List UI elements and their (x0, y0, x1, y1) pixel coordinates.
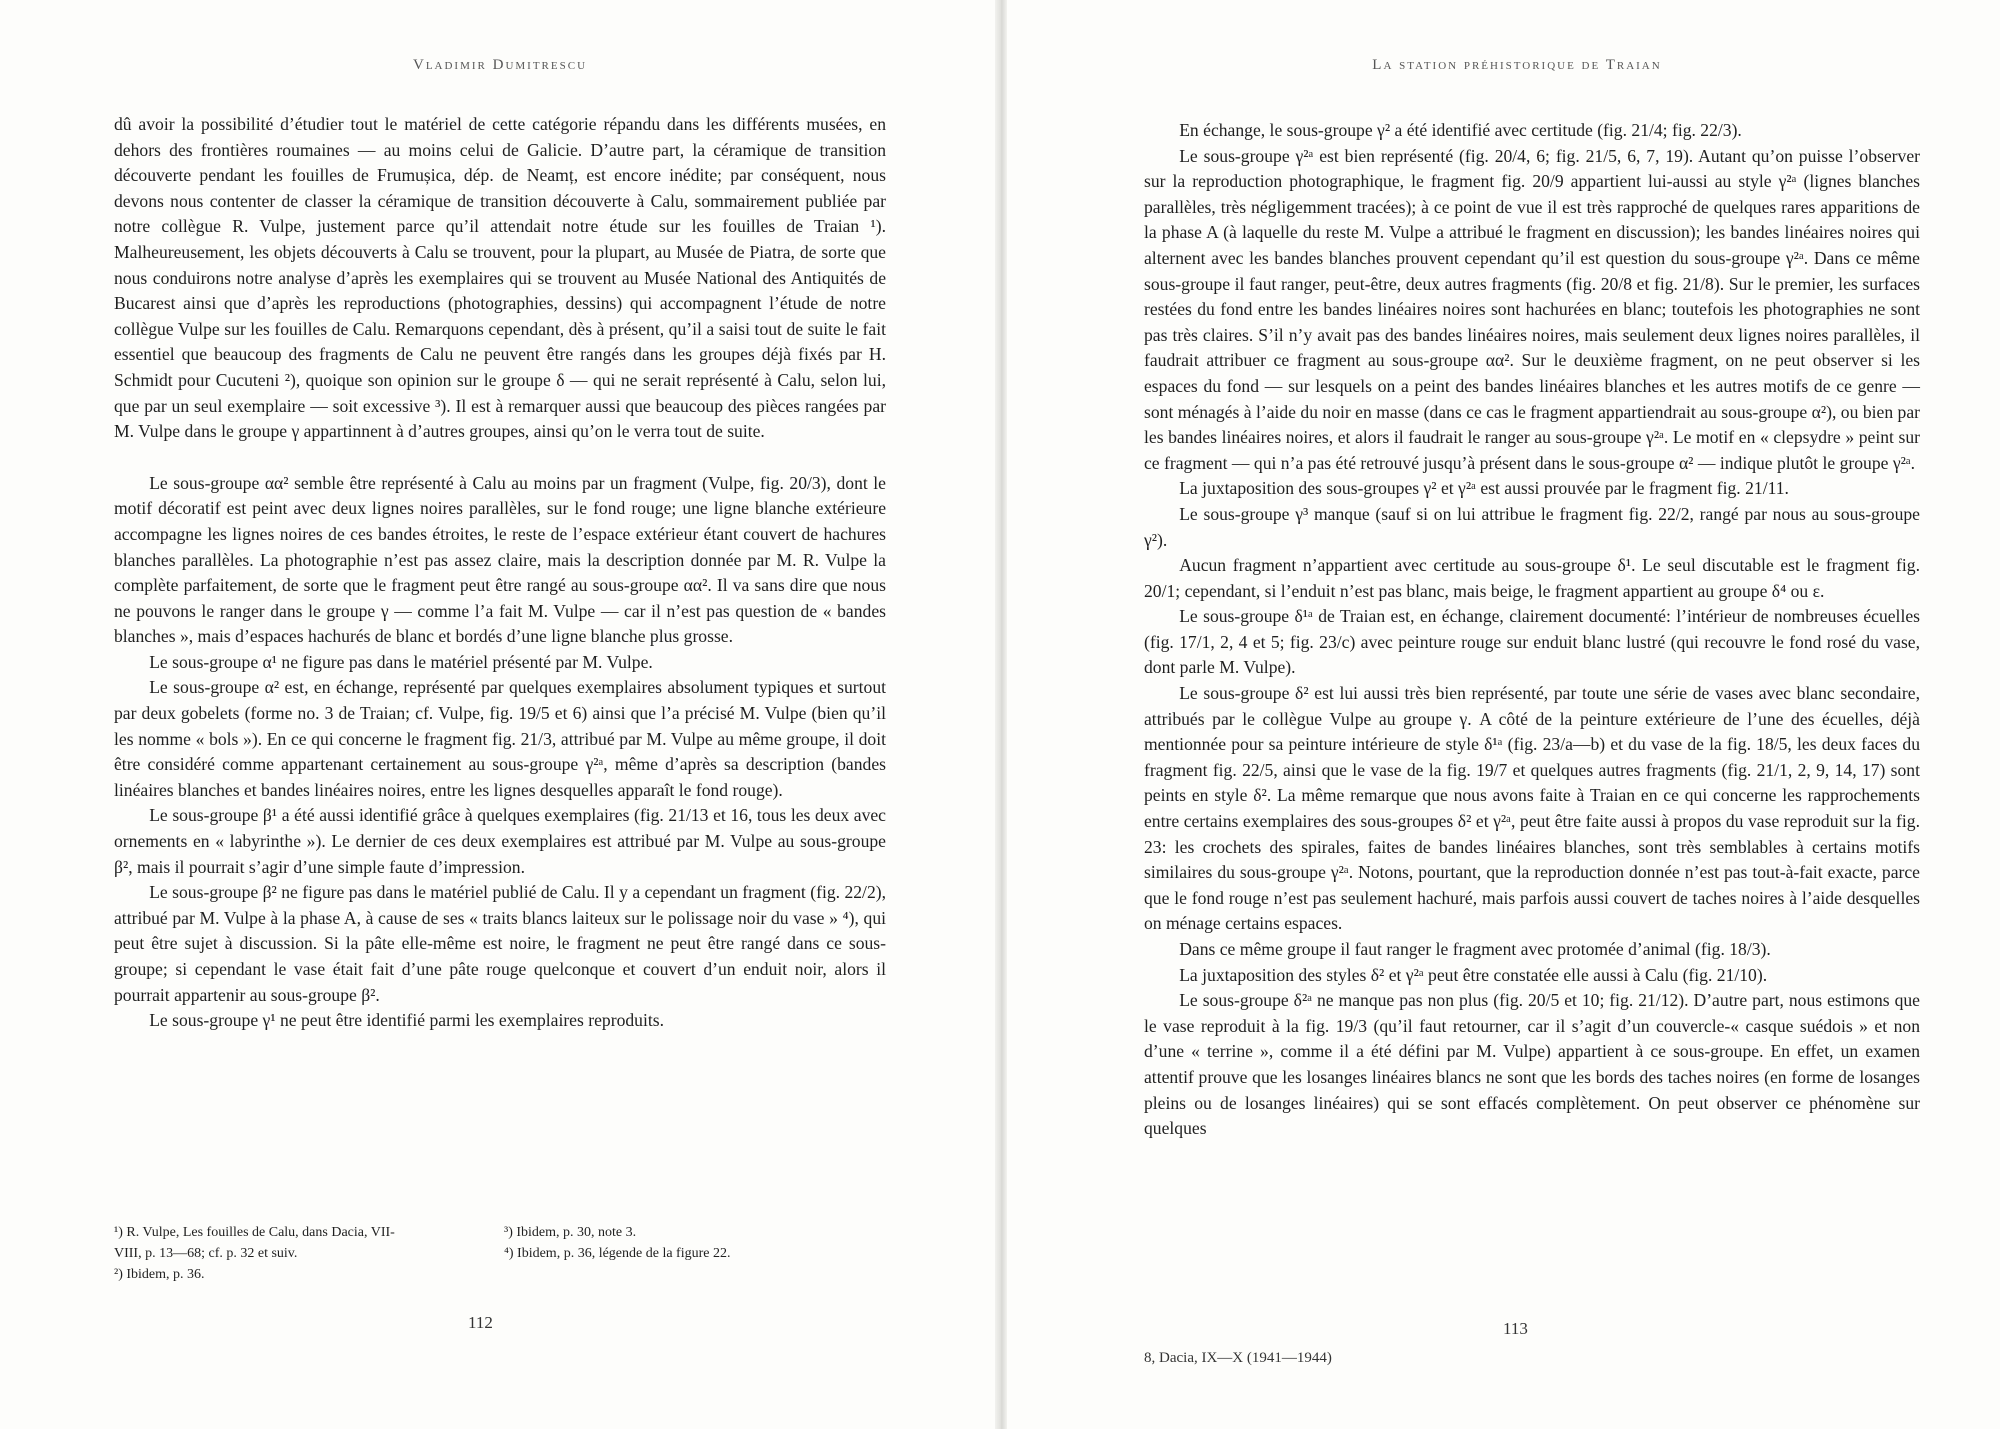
paragraph: Dans ce même groupe il faut ranger le fragment avec protomée d’animal (fig. 18/3). (1179, 939, 1771, 959)
paragraph: Le sous-groupe α² est, en échange, représenté par quelques exemplaires absolument typiques et surtout par deux gobelets (forme no. 3 de Traian; cf. Vulpe, fig. 19/5 et 6) ainsi que l’a précisé M. Vulpe (bien qu’il les nomme « bols »). En ce qui concerne le fragment fig. 21/3, attribué par M. Vulpe au même groupe, il doit être considéré comme appartenant certainement au sous-groupe γ²ᵃ, même d’après sa description (bandes linéaires blanches et bandes linéaires noires, entre les lignes desquelles apparaît le fond rouge). (114, 677, 886, 800)
body-text (1144, 118, 1920, 1142)
paragraph: Le sous-groupe δ¹ᵃ de Traian est, en échange, clairement documenté: l’intérieur de nombreuses écuelles (fig. 17/1, 2, 4 et 5; fig. 23/c) avec peinture rouge sur enduit blanc lustré (qui recouvre le fond rosé du vase, dont parle M. Vulpe). (1144, 606, 1920, 678)
paragraph: La juxtaposition des styles δ² et γ²ᵃ peut être constatée elle aussi à Calu (fig. 21/10). (1179, 964, 1768, 985)
paragraph: Le sous-groupe γ¹ ne peut être identifié parmi les exemplaires reproduits. (149, 1010, 664, 1031)
footnote: VIII, p. 13—68; cf. p. 32 et suiv. (114, 1246, 298, 1261)
paragraph: Le sous-groupe α¹ ne figure pas dans le matériel présenté par M. Vulpe. (149, 651, 653, 672)
book-gutter (995, 0, 1007, 1429)
paragraph: Le sous-groupe αα² semble être représenté à Calu au moins par un fragment (Vulpe, fig. 20/3), dont le motif décoratif est peint avec deux lignes noires parallèles, sur le fond rouge; une ligne blanche extérieure accompagne les lignes noires de ces bandes étroites, le reste de l’espace extérieur étant couvert de hachures blanches parallèles. La photographie n’est pas assez claire, mais la description donnée par M. R. Vulpe la complète parfaitement, de sorte que le fragment peut être rangé au sous-groupe αα². Il va sans dire que nous ne pouvons le ranger dans le groupe γ — comme l’a fait M. Vulpe — car il n’est pas question de « bandes blanches », mais d’espaces hachurés de blanc et bordés d’une ligne blanche plus grosse. (114, 472, 886, 647)
footnote: ⁴) Ibidem, p. 36, légende de la figure 22. (504, 1246, 731, 1261)
paragraph: Le sous-groupe γ²ᵃ est bien représenté (fig. 20/4, 6; fig. 21/5, 6, 7, 19). Autant qu’on puisse l’observer sur la reproduction photographique, le fragment fig. 20/9 appartient lui-aussi au style γ²ᵃ (lignes blanches parallèles, très négligemment tracées); à ce point de vue il est très rapproché de quelques rares apparitions de la phase A (à laquelle du reste M. Vulpe a attribué le fragment en discussion); les bandes linéaires noires qui alternent avec les bandes blanches prouvent cependant qu’il est question du sous-groupe γ²ᵃ. Dans ce même sous-groupe il faut ranger, peut-être, deux autres fragments (fig. 20/8 et fig. 21/8). Sur le premier, les surfaces restées du fond entre les bandes linéaires noires sont hachurées en blanc; toutefois les photographies ne sont pas très claires. S’il n’y avait pas des bandes linéaires noires, mais seulement deux lignes noires parallèles, il faudrait attribuer ce fragment au sous-groupe αα². Sur le deuxième fragment, on ne peut observer si les espaces du fond — sur lesquels on a peint des bandes linéaires blanches et les autres motifs de ce genre — sont ménagés à l’aide du noir en masse (dans ce cas le fragment appartiendrait au sous-groupe α²), ou bien par les bandes linéaires noires, et alors il faudrait le ranger au sous-groupe γ²ᵃ. Le motif en « clepsydre » peint sur ce fragment — qui n’a pas été retrouvé jusqu’à présent dans le sous-groupe α² — indique plutôt le groupe γ²ᵃ. (1144, 145, 1920, 473)
paragraph: En échange, le sous-groupe γ² a été identifié avec certitude (fig. 21/4; fig. 22/3). (1179, 120, 1742, 140)
footnote (504, 1264, 886, 1285)
body-text (114, 112, 886, 1034)
footnote: ¹) R. Vulpe, Les fouilles de Calu, dans Dacia, VII- (114, 1225, 395, 1240)
page-number: 112 (468, 1313, 493, 1332)
running-head: Vladimir Dumitrescu (412, 57, 588, 73)
paragraph: dû avoir la possibilité d’étudier tout le matériel de cette catégorie répandu dans les différents musées, en dehors des frontières roumaines — au moins celui de Galicie. D’autre part, la céramique de transition découverte pendant les fouilles de Frumușica, dép. de Neamț, est encore inédite; par conséquent, nous devons nous contenter de classer la céramique de transition découverte à Calu, sommairement publiée par notre collègue R. Vulpe, justement parce qu’il attendait notre étude sur les fouilles de Traian ¹). Malheureusement, les objets découverts à Calu se trouvent, pour la plupart, au Musée de Piatra, de sorte que nous conduirons notre analyse d’après les exemplaires qui se trouvent au Musée National des Antiquités de Bucarest ainsi que d’après les reproductions (photographies, dessins) qui accompagnent l’étude de notre collègue Vulpe sur les fouilles de Calu. Remarquons cependant, dès à présent, qu’il a saisi tout de suite le fait essentiel que beaucoup des fragments de Calu ne peuvent être rangés dans les groupes déjà fixés par H. Schmidt pour Cucuteni ²), quoique son opinion sur le groupe δ — qui ne serait représenté à Calu, selon lui, que par un seul exemplaire — soit excessive ³). Il est à remarquer aussi que beaucoup des pièces rangées par M. Vulpe dans le groupe γ appartinnent à d’autres groupes, ainsi qu’on le verra tout de suite. (114, 114, 886, 442)
footnotes (114, 1222, 886, 1285)
left-page (0, 0, 995, 1429)
page-number: 113 (1503, 1319, 1528, 1338)
paragraph: Le sous-groupe β¹ a été aussi identifié grâce à quelques exemplaires (fig. 21/13 et 16, tous les deux avec ornements en « labyrinthe »). Le dernier de ces deux exemplaires est attribué par M. Vulpe au sous-groupe β², mais il pourrait s’agir d’une simple faute d’impression. (114, 805, 886, 877)
running-head: La station préhistorique de Traian (1372, 57, 1662, 73)
paragraph: Le sous-groupe δ² est lui aussi très bien représenté, par toute une série de vases avec blanc secondaire, attribués par le collègue Vulpe au groupe γ. A côté de la peinture extérieure de l’une des écuelles, déjà mentionnée pour sa peinture intérieure de style δ¹ᵃ (fig. 23/a—b) et du vase de la fig. 18/5, les deux faces du fragment fig. 22/5, ainsi que le vase de la fig. 19/7 et quelques autres fragments (fig. 21/1, 2, 9, 14, 17) sont peints en style δ². La même remarque que nous avons faite à Traian en ce qui concerne les rapprochements entre certains exemplaires des sous-groupes δ² et γ²ᵃ, peut être faite aussi à propos du vase reproduit sur la fig. 23: les crochets des spirales, faites de bandes linéaires blanches, sont très semblables à certains motifs similaires du sous-groupe γ²ᵃ. Notons, pourtant, que la reproduction donnée n’est pas tout-à-fait exacte, parce que le fond rouge n’est pas seulement hachuré, mais parfois aussi couvert de taches noires à l’aide desquelles on ménage certains espaces. (1144, 683, 1920, 934)
paragraph: Le sous-groupe β² ne figure pas dans le matériel publié de Calu. Il y a cependant un fragment (fig. 22/2), attribué par M. Vulpe à la phase A, à cause de ses « traits blancs laiteux sur le polissage noir du vase » ⁴), qui peut être sujet à discussion. Si la pâte elle-même est noire, le fragment ne peut être rangé dans ce sous-groupe; si cependant le vase était fait d’une pâte rouge quelconque et couvert d’un enduit noir, alors il pourrait appartenir au sous-groupe β². (114, 882, 886, 1005)
paragraph: La juxtaposition des sous-groupes γ² et γ²ᵃ est aussi prouvée par le fragment fig. 21/11. (1179, 478, 1789, 499)
footnote: ²) Ibidem, p. 36. (114, 1267, 205, 1282)
paragraph: Le sous-groupe γ³ manque (sauf si on lui attribue le fragment fig. 22/2, rangé par nous au sous-groupe γ²). (1144, 503, 1920, 550)
footnote: ³) Ibidem, p. 30, note 3. (504, 1225, 637, 1240)
right-page (1007, 0, 2000, 1429)
paragraph: Le sous-groupe δ²ᵃ ne manque pas non plus (fig. 20/5 et 10; fig. 21/12). D’autre part, nous estimons que le vase reproduit à la fig. 19/3 (qu’il faut retourner, car il s’agit d’un couvercle-« casque suédois » et non d’une « terrine », comme il a été défini par M. Vulpe) appartient à ce sous-groupe. En effet, un examen attentif prouve que les losanges linéaires blancs ne sont que les bords des taches noires (en forme de losanges pleins ou de losanges linéaires) qui se sont effacés complètement. On peut observer ce phénomène sur quelques (1144, 990, 1920, 1139)
signature-mark: 8, Dacia, IX—X (1941—1944) (1144, 1350, 1332, 1366)
paragraph: Aucun fragment n’appartient avec certitude au sous-groupe δ¹. Le seul discutable est le fragment fig. 20/1; cependant, si l’enduit n’est pas blanc, mais beige, le fragment appartient au groupe δ⁴ ou ε. (1144, 555, 1920, 601)
